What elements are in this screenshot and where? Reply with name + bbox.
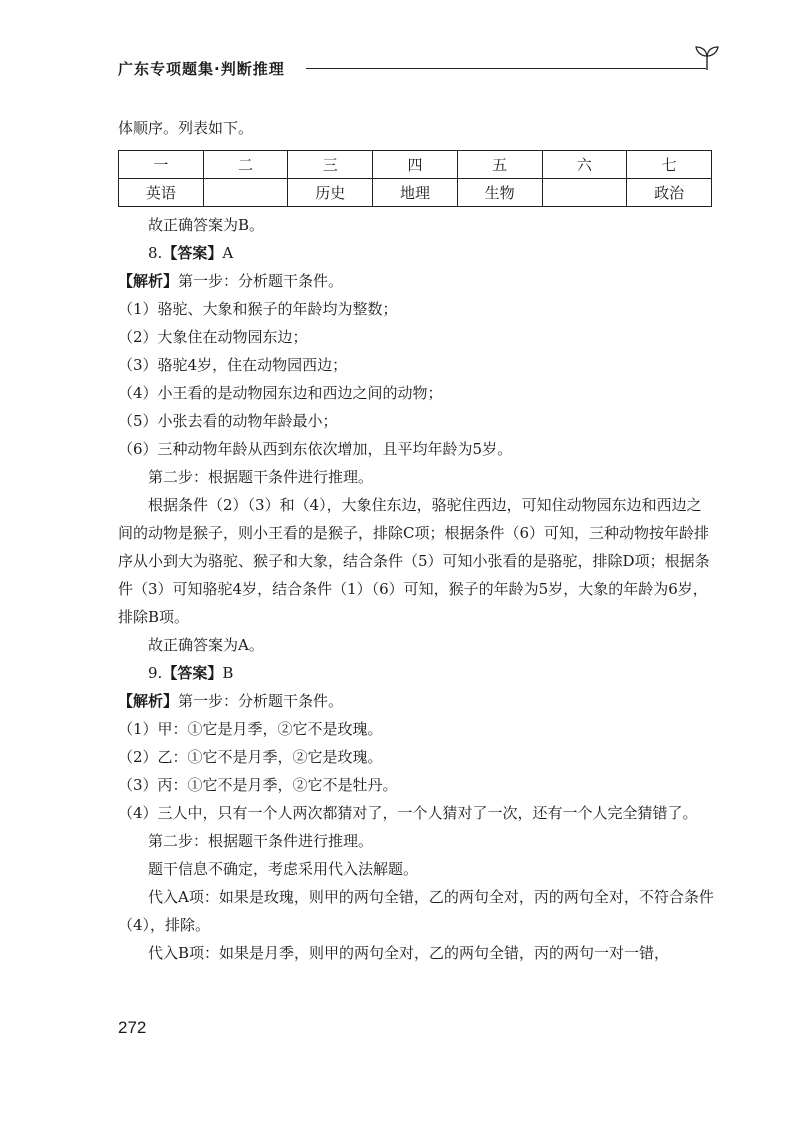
table-header-row	[119, 151, 712, 179]
q8-condition: （5）小张去看的动物年龄最小；	[118, 412, 338, 430]
q9-step1: 第一步：分析题干条件。	[178, 692, 344, 710]
table-cell: 五	[457, 151, 542, 179]
table-row	[119, 179, 712, 207]
q8-condition: （3）骆驼4岁，住在动物园西边；	[118, 356, 348, 374]
q9-number: 9.	[148, 664, 163, 682]
q8-condition: （1）骆驼、大象和猴子的年龄均为整数；	[118, 300, 398, 318]
sprout-icon	[694, 44, 720, 72]
table-cell: 英语	[119, 179, 204, 207]
q8-answer-tag: 【答案】	[162, 244, 223, 262]
table-cell: 地理	[373, 179, 458, 207]
q9-condition: （4）三人中，只有一个人两次都猜对了，一个人猜对了一次，还有一个人完全猜错了。	[118, 804, 698, 822]
q9-sub-a: 代入A项：如果是玫瑰，则甲的两句全错，乙的两句全对，丙的两句全对，不符合条件（4），排除。	[118, 888, 714, 934]
q8-reasoning: 根据条件（2）（3）和（4），大象住东边，骆驼住西边，可知住动物园东边和西边之间的动物是猴子，则小王看的是猴子，排除C项；根据条件（6）可知，三种动物按年龄排序从小到大为骆驼、猴子和大象，结合条件（5）可知小张看的是骆驼，排除D项；根据条件（3）可知骆驼4岁，结合条件（1）（6）可知，猴子的年龄为5岁，大象的年龄为6岁，排除B项。	[118, 496, 710, 626]
q9-condition: （1）甲：①它是月季，②它不是玫瑰。	[118, 720, 383, 738]
table-cell: 历史	[288, 179, 373, 207]
table-cell: 一	[119, 151, 204, 179]
page-body	[118, 114, 714, 967]
q9-step2: 第二步：根据题干条件进行推理。	[148, 832, 374, 850]
q9-answer-tag: 【答案】	[162, 664, 223, 682]
intro-line: 体顺序。列表如下。	[118, 119, 254, 137]
q9-analysis-tag: 【解析】	[118, 692, 179, 710]
q9-analysis-line	[118, 687, 714, 715]
q8-answer: A	[222, 244, 234, 262]
q8-condition: （6）三种动物年龄从西到东依次增加，且平均年龄为5岁。	[118, 440, 513, 458]
q7-conclusion: 故正确答案为B。	[148, 216, 265, 234]
q8-analysis-tag: 【解析】	[118, 272, 179, 290]
q9-answer: B	[222, 664, 234, 682]
q8-condition: （2）大象住在动物园东边；	[118, 328, 308, 346]
q8-conclusion: 故正确答案为A。	[148, 636, 264, 654]
table-cell: 生物	[457, 179, 542, 207]
q8-step2: 第二步：根据题干条件进行推理。	[148, 468, 374, 486]
q9-condition: （2）乙：①它不是月季，②它是玫瑰。	[118, 748, 383, 766]
q9-condition: （3）丙：①它不是月季，②它不是牡丹。	[118, 776, 398, 794]
q8-step1: 第一步：分析题干条件。	[178, 272, 344, 290]
q8-number: 8.	[148, 244, 163, 262]
table-cell: 四	[373, 151, 458, 179]
table-cell: 六	[542, 151, 627, 179]
q9-answer-line	[118, 659, 714, 687]
q8-answer-line	[118, 239, 714, 267]
table-cell	[203, 179, 288, 207]
table-cell: 三	[288, 151, 373, 179]
page-header	[118, 52, 718, 82]
subject-order-table	[118, 150, 712, 207]
q8-analysis-line	[118, 267, 714, 295]
q9-sub-b: 代入B项：如果是月季，则甲的两句全对，乙的两句全错，丙的两句一对一错，	[148, 944, 670, 962]
table-cell: 政治	[627, 179, 712, 207]
q9-method: 题干信息不确定，考虑采用代入法解题。	[148, 860, 419, 878]
header-title: 广东专项题集·判断推理	[118, 60, 285, 78]
table-cell	[542, 179, 627, 207]
q8-condition: （4）小王看的是动物园东边和西边之间的动物；	[118, 384, 443, 402]
table-cell: 七	[627, 151, 712, 179]
table-cell: 二	[203, 151, 288, 179]
header-rule	[306, 68, 706, 69]
page-number: 272	[118, 1018, 147, 1037]
